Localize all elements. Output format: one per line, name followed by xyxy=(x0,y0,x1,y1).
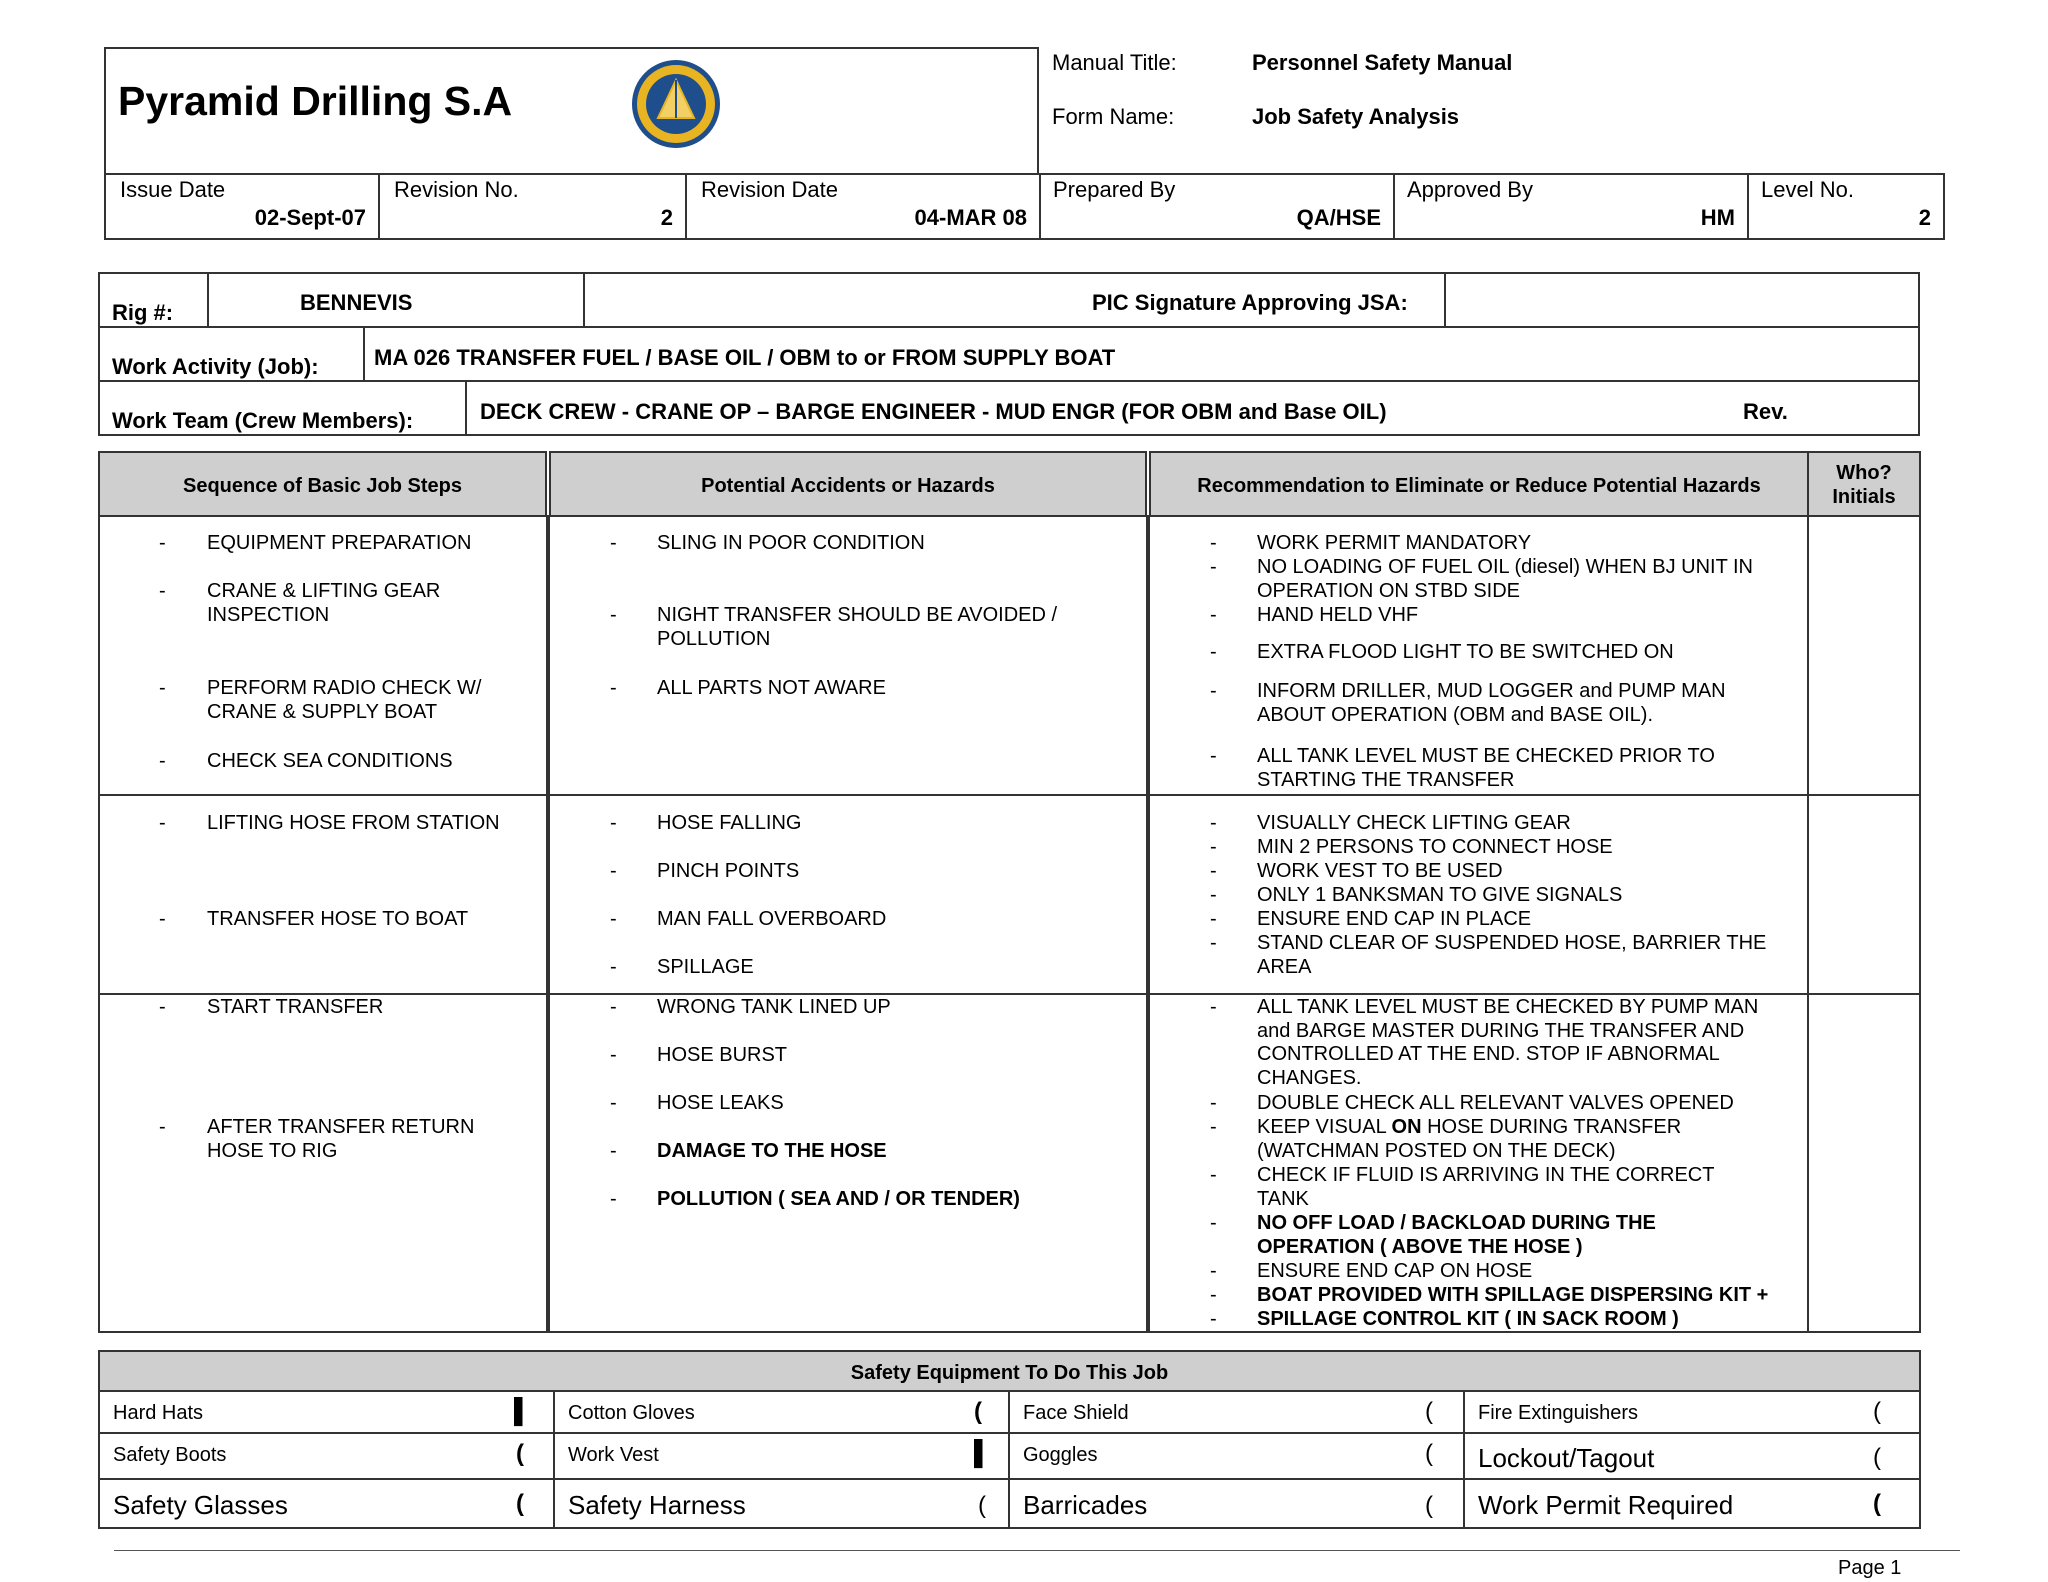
recommendation: KEEP VISUAL ON HOSE DURING TRANSFER (WATCHMAN POSTED ON THE DECK) xyxy=(1257,1116,1682,1162)
equipment-label: Fire Extinguishers xyxy=(1478,1402,1639,1424)
recommendation: HAND HELD VHF xyxy=(1257,604,1419,626)
rig-value: BENNEVIS xyxy=(300,290,413,315)
hazard: HOSE FALLING xyxy=(657,812,802,834)
equipment-label: Safety Glasses xyxy=(113,1490,288,1520)
equipment-check[interactable]: ( xyxy=(1873,1444,1881,1471)
work-team-label: Work Team (Crew Members): xyxy=(112,408,414,433)
equipment-label: Work Permit Required xyxy=(1478,1490,1734,1520)
hazard: MAN FALL OVERBOARD xyxy=(657,908,887,930)
equipment-check[interactable]: ( xyxy=(516,1440,524,1467)
form-name-label: Form Name: xyxy=(1052,104,1175,129)
recommendation: WORK VEST TO BE USED xyxy=(1257,860,1503,882)
step: LIFTING HOSE FROM STATION xyxy=(207,812,500,834)
initials-cell-row3[interactable] xyxy=(1810,996,1918,1331)
meta-prepared-by: Prepared By QA/HSE xyxy=(1039,173,1395,240)
recommendation: NO LOADING OF FUEL OIL (diesel) WHEN BJ UNIT IN OPERATION ON STBD SIDE xyxy=(1257,556,1753,602)
footer-rule xyxy=(114,1550,1960,1551)
equipment-label: Hard Hats xyxy=(113,1402,204,1424)
step: START TRANSFER xyxy=(207,996,384,1018)
meta-issue-date: Issue Date 02-Sept-07 xyxy=(104,173,380,240)
recommendation: ONLY 1 BANKSMAN TO GIVE SIGNALS xyxy=(1257,884,1623,906)
recommendation: ALL TANK LEVEL MUST BE CHECKED PRIOR TO STARTING THE TRANSFER xyxy=(1257,745,1715,791)
equipment-check[interactable]: ▌ xyxy=(974,1440,992,1467)
initials-cell-row1[interactable] xyxy=(1810,518,1918,792)
manual-title: Personnel Safety Manual xyxy=(1252,50,1513,75)
col-header-hazards: Potential Accidents or Hazards xyxy=(549,451,1147,517)
recommendation: EXTRA FLOOD LIGHT TO BE SWITCHED ON xyxy=(1257,641,1674,663)
meta-revision-date: Revision Date 04-MAR 08 xyxy=(685,173,1041,240)
hazard: WRONG TANK LINED UP xyxy=(657,996,891,1018)
recommendation: BOAT PROVIDED WITH SPILLAGE DISPERSING KIT + xyxy=(1257,1284,1769,1306)
equipment-check[interactable]: ( xyxy=(1425,1492,1433,1519)
page-number: Page 1 xyxy=(1838,1557,1902,1579)
recommendation: ALL TANK LEVEL MUST BE CHECKED BY PUMP MAN and BARGE MASTER DURING THE TRANSFER AND CONTROLLED AT THE END. STOP IF ABNORMAL CHANGES. xyxy=(1257,996,1759,1089)
recommendation: MIN 2 PERSONS TO CONNECT HOSE xyxy=(1257,836,1613,858)
work-activity-value: MA 026 TRANSFER FUEL / BASE OIL / OBM to or FROM SUPPLY BOAT xyxy=(374,345,1116,370)
initials-cell-row2[interactable] xyxy=(1810,797,1918,991)
recommendation: DOUBLE CHECK ALL RELEVANT VALVES OPENED xyxy=(1257,1092,1734,1114)
step: CRANE & LIFTING GEAR INSPECTION xyxy=(207,580,441,626)
equipment-title: Safety Equipment To Do This Job xyxy=(850,1362,1169,1384)
step: CHECK SEA CONDITIONS xyxy=(207,750,453,772)
manual-title-label: Manual Title: xyxy=(1052,50,1177,75)
equipment-label: Safety Harness xyxy=(568,1490,746,1520)
work-team-value: DECK CREW - CRANE OP – BARGE ENGINEER - MUD ENGR (FOR OBM and Base OIL) xyxy=(480,399,1387,424)
rig-label: Rig #: xyxy=(112,300,174,325)
equipment-check[interactable]: ( xyxy=(1425,1440,1433,1467)
equipment-label: Barricades xyxy=(1023,1490,1148,1520)
recommendation: STAND CLEAR OF SUSPENDED HOSE, BARRIER THE AREA xyxy=(1257,932,1767,978)
recommendation: ENSURE END CAP IN PLACE xyxy=(1257,908,1532,930)
hazard: PINCH POINTS xyxy=(657,860,800,882)
recommendation: VISUALLY CHECK LIFTING GEAR xyxy=(1257,812,1571,834)
company-name: Pyramid Drilling S.A xyxy=(118,78,513,124)
hazard: NIGHT TRANSFER SHOULD BE AVOIDED / POLLUTION xyxy=(657,604,1058,650)
company-logo xyxy=(630,58,722,150)
recommendation: SPILLAGE CONTROL KIT ( IN SACK ROOM ) xyxy=(1257,1308,1679,1330)
form-name: Job Safety Analysis xyxy=(1252,104,1460,129)
recommendation: ENSURE END CAP ON HOSE xyxy=(1257,1260,1533,1282)
equipment-check[interactable]: ( xyxy=(978,1492,986,1519)
rev-label: Rev. xyxy=(1743,399,1788,424)
equipment-label: Face Shield xyxy=(1023,1402,1129,1424)
meta-level-no: Level No. 2 xyxy=(1747,173,1945,240)
recommendation: CHECK IF FLUID IS ARRIVING IN THE CORRECT TANK xyxy=(1257,1164,1715,1210)
equipment-check[interactable]: ( xyxy=(974,1398,982,1425)
work-activity-label: Work Activity (Job): xyxy=(112,354,319,379)
equipment-label: Safety Boots xyxy=(113,1444,227,1466)
pic-signature-label: PIC Signature Approving JSA: xyxy=(1092,290,1408,315)
equipment-label: Work Vest xyxy=(568,1444,659,1466)
col-header-recommendations: Recommendation to Eliminate or Reduce Potential Hazards xyxy=(1149,451,1809,517)
equipment-title-bar xyxy=(98,1350,1921,1392)
hazard: HOSE BURST xyxy=(657,1044,788,1066)
recommendation: INFORM DRILLER, MUD LOGGER and PUMP MAN ABOUT OPERATION (OBM and BASE OIL). xyxy=(1257,680,1726,726)
hazard: SPILLAGE xyxy=(657,956,754,978)
equipment-check[interactable]: ( xyxy=(516,1490,524,1517)
meta-approved-by: Approved By HM xyxy=(1393,173,1749,240)
step: AFTER TRANSFER RETURN HOSE TO RIG xyxy=(207,1116,475,1162)
recommendation: WORK PERMIT MANDATORY xyxy=(1257,532,1532,554)
step: PERFORM RADIO CHECK W/ CRANE & SUPPLY BOAT xyxy=(207,677,482,723)
equipment-label: Goggles xyxy=(1023,1444,1098,1466)
equipment-label: Cotton Gloves xyxy=(568,1402,695,1424)
hazard: HOSE LEAKS xyxy=(657,1092,784,1114)
equipment-check[interactable]: ( xyxy=(1873,1490,1881,1517)
step: EQUIPMENT PREPARATION xyxy=(207,532,472,554)
hazard: ALL PARTS NOT AWARE xyxy=(657,677,886,699)
equipment-check[interactable]: ▌ xyxy=(514,1398,532,1425)
hazard: DAMAGE TO THE HOSE xyxy=(657,1140,887,1162)
meta-revision-no: Revision No. 2 xyxy=(378,173,687,240)
equipment-check[interactable]: ( xyxy=(1425,1398,1433,1425)
hazard: SLING IN POOR CONDITION xyxy=(657,532,925,554)
recommendation: NO OFF LOAD / BACKLOAD DURING THE OPERATION ( ABOVE THE HOSE ) xyxy=(1257,1212,1656,1258)
hazard: POLLUTION ( SEA AND / OR TENDER) xyxy=(657,1188,1020,1210)
step: TRANSFER HOSE TO BOAT xyxy=(207,908,469,930)
pic-signature-field[interactable] xyxy=(1446,274,1918,326)
equipment-label: Lockout/Tagout xyxy=(1478,1443,1655,1473)
col-header-steps: Sequence of Basic Job Steps xyxy=(98,451,547,517)
col-header-who: Who? Initials xyxy=(1807,451,1921,517)
equipment-check[interactable]: ( xyxy=(1873,1398,1881,1425)
